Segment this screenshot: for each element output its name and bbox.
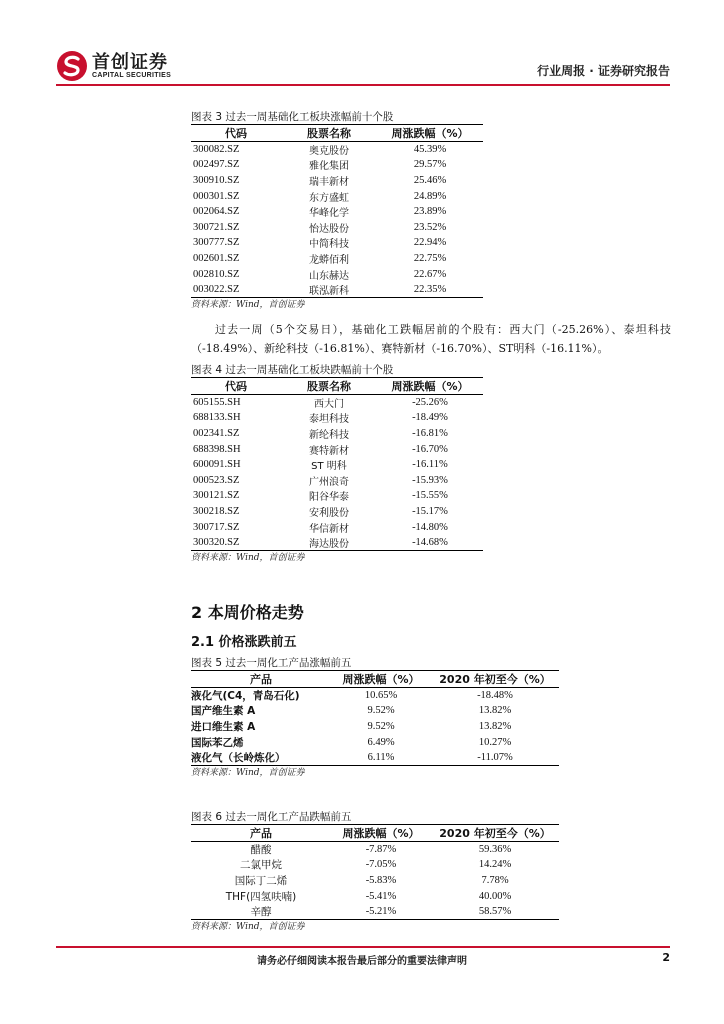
ytd-change: -11.07% — [431, 750, 559, 766]
column-header: 周涨跌幅（%） — [377, 378, 483, 395]
stock-code: 002064.SZ — [193, 206, 240, 218]
weekly-change: 23.89% — [413, 206, 447, 218]
weekly-change: -7.87% — [365, 844, 397, 856]
column-header: 产品 — [191, 825, 331, 842]
ytd-change: 7.78% — [481, 874, 509, 886]
stock-code: 300910.SZ — [193, 174, 240, 186]
table6-source: 资料来源：Wind，首创证券 — [191, 921, 305, 932]
product-name: 二氯甲烷 — [240, 859, 282, 872]
company-logo — [56, 50, 171, 82]
stock-name: 中简科技 — [309, 239, 349, 251]
table3-caption: 图表 3 过去一周基础化工板块涨幅前十个股 — [191, 111, 394, 123]
stock-code: 002497.SZ — [193, 159, 240, 171]
stock-code: 300082.SZ — [193, 144, 240, 156]
weekly-change: -15.93% — [412, 474, 448, 486]
weekly-change: -5.41% — [365, 890, 397, 902]
stock-code: 300777.SZ — [193, 237, 240, 249]
column-header: 2020 年初至今（%） — [431, 825, 559, 842]
table5-source: 资料来源：Wind，首创证券 — [191, 767, 305, 778]
table-row — [191, 251, 483, 267]
weekly-change: -14.80% — [412, 521, 448, 533]
stock-name: 西大门 — [314, 399, 344, 411]
column-header: 产品 — [191, 671, 331, 688]
table4 — [191, 377, 483, 551]
body-paragraph: 过去一周（5个交易日），基础化工跌幅居前的个股有：西大门（-25.26%）、泰坦科技（-18.49%）、新纶科技（-16.81%）、赛特新材（-16.70%）、ST明科（-16.11%）。 — [191, 323, 671, 355]
stock-code: 002341.SZ — [193, 427, 240, 439]
weekly-change: 9.52% — [367, 705, 395, 717]
weekly-change: 45.39% — [413, 144, 447, 156]
stock-name: 联泓新科 — [281, 282, 377, 298]
product-name: 进口维生素 A — [191, 720, 256, 733]
table3-block — [191, 110, 483, 312]
ytd-change: 40.00% — [478, 890, 512, 902]
weekly-change: -25.26% — [412, 397, 448, 409]
weekly-change: 23.52% — [413, 221, 447, 233]
stock-code: 002601.SZ — [193, 252, 240, 264]
table-header-row — [191, 378, 483, 395]
header-divider — [56, 84, 670, 86]
weekly-change: 29.57% — [413, 159, 447, 171]
logo-english-name: CAPITAL SECURITIES — [92, 71, 172, 79]
ytd-change: 10.27% — [478, 736, 512, 748]
weekly-change: 24.89% — [413, 190, 447, 202]
stock-code: 003022.SZ — [191, 282, 281, 298]
column-header: 2020 年初至今（%） — [431, 671, 559, 688]
table-row — [191, 734, 559, 750]
table-row — [191, 904, 559, 920]
weekly-change: -14.68% — [377, 535, 483, 551]
stock-code: 300121.SZ — [193, 490, 240, 502]
table-row — [191, 457, 483, 473]
stock-name: 泰坦科技 — [309, 414, 349, 426]
table3 — [191, 124, 483, 298]
table-header-row — [191, 125, 483, 142]
weekly-change: 9.52% — [367, 720, 395, 732]
table-header-row — [191, 671, 559, 688]
ytd-change: 59.36% — [478, 844, 512, 856]
table-row — [191, 219, 483, 235]
stock-code: 688133.SH — [193, 412, 241, 424]
stock-name: 新纶科技 — [309, 429, 349, 441]
table-row — [191, 719, 559, 735]
stock-name: 东方盛虹 — [309, 192, 349, 204]
table-row — [191, 750, 559, 766]
product-name: 国际丁二烯 — [234, 874, 288, 887]
product-name: 国产维生素 A — [191, 705, 256, 718]
table-header-row — [191, 825, 559, 842]
weekly-change: -16.81% — [412, 427, 448, 439]
product-name: 醋酸 — [250, 844, 272, 857]
table-row — [191, 282, 483, 298]
stock-name: 赛特新材 — [309, 445, 349, 457]
table-row — [191, 688, 559, 704]
column-header: 周涨跌幅（%） — [377, 125, 483, 142]
table-row — [191, 504, 483, 520]
stock-name: 华信新材 — [309, 523, 349, 535]
table6-caption: 图表 6 过去一周化工产品跌幅前五 — [191, 811, 352, 823]
report-type-label: 行业周报 · 证券研究报告 — [537, 64, 670, 78]
table-row — [191, 395, 483, 411]
table-row — [191, 472, 483, 488]
table-row — [191, 410, 483, 426]
stock-code: 300721.SZ — [193, 221, 240, 233]
weekly-change: 22.94% — [413, 237, 447, 249]
table-row — [191, 157, 483, 173]
stock-name: ST 明科 — [311, 461, 347, 473]
stock-code: 688398.SH — [193, 443, 241, 455]
product-name: THF(四氢呋喃) — [225, 890, 297, 903]
weekly-change: -18.49% — [412, 412, 448, 424]
stock-code: 605155.SH — [193, 397, 241, 409]
section-heading: 2 本周价格走势 — [191, 603, 304, 622]
table-row — [191, 441, 483, 457]
table6-block — [191, 810, 559, 934]
table-row — [191, 235, 483, 251]
table4-caption: 图表 4 过去一周基础化工板块跌幅前十个股 — [191, 364, 394, 376]
capital-securities-logo-icon — [56, 50, 88, 82]
table6 — [191, 824, 559, 920]
column-header: 代码 — [191, 378, 281, 395]
column-header: 股票名称 — [281, 378, 377, 395]
ytd-change: 13.82% — [478, 705, 512, 717]
column-header: 周涨跌幅（%） — [331, 671, 431, 688]
stock-code: 002810.SZ — [193, 268, 240, 280]
table4-source: 资料来源：Wind，首创证券 — [191, 552, 305, 563]
stock-name: 阳谷华泰 — [309, 492, 349, 504]
weekly-change: -7.05% — [365, 859, 397, 871]
weekly-change: 22.35% — [377, 282, 483, 298]
stock-name: 广州浪奇 — [309, 476, 349, 488]
ytd-change: 58.57% — [431, 904, 559, 920]
table3-source: 资料来源：Wind，首创证券 — [191, 299, 305, 310]
stock-code: 000523.SZ — [193, 474, 240, 486]
weekly-change: -5.21% — [331, 904, 431, 920]
weekly-change: -15.55% — [412, 490, 448, 502]
stock-name: 奥克股份 — [309, 146, 349, 158]
column-header: 股票名称 — [281, 125, 377, 142]
page-header — [56, 50, 670, 86]
stock-name: 海达股份 — [281, 535, 377, 551]
table-row — [191, 142, 483, 158]
column-header: 周涨跌幅（%） — [331, 825, 431, 842]
table5-caption: 图表 5 过去一周化工产品涨幅前五 — [191, 657, 352, 669]
table-row — [191, 857, 559, 873]
table-row — [191, 204, 483, 220]
weekly-change: -15.17% — [412, 505, 448, 517]
table-row — [191, 488, 483, 504]
weekly-change: 22.75% — [413, 252, 447, 264]
weekly-change: -16.70% — [412, 443, 448, 455]
table-row — [191, 535, 483, 551]
ytd-change: 14.24% — [478, 859, 512, 871]
product-name: 辛醇 — [191, 904, 331, 920]
stock-code: 600091.SH — [193, 459, 241, 471]
footer-divider — [56, 946, 670, 948]
product-name: 国际苯乙烯 — [191, 736, 244, 749]
table-row — [191, 188, 483, 204]
table-row — [191, 842, 559, 858]
ytd-change: -18.48% — [477, 690, 513, 702]
product-name: 液化气(C4，青岛石化) — [191, 690, 300, 703]
weekly-change: 6.49% — [367, 736, 395, 748]
product-name: 液化气（长岭炼化） — [191, 750, 331, 766]
stock-code: 300218.SZ — [193, 505, 240, 517]
weekly-change: -5.83% — [365, 874, 397, 886]
stock-name: 瑞丰新材 — [309, 176, 349, 188]
page-number: 2 — [662, 951, 670, 964]
stock-name: 龙蟒佰利 — [309, 254, 349, 266]
stock-name: 华峰化学 — [309, 208, 349, 220]
weekly-change: 6.11% — [331, 750, 431, 766]
weekly-change: 22.67% — [413, 268, 447, 280]
logo-chinese-name: 首创证券 — [92, 51, 168, 73]
stock-code: 300717.SZ — [193, 521, 240, 533]
weekly-change: -16.11% — [412, 459, 448, 471]
table-row — [191, 888, 559, 904]
table5 — [191, 670, 559, 766]
stock-name: 雅化集团 — [309, 161, 349, 173]
column-header: 代码 — [191, 125, 281, 142]
weekly-change: 10.65% — [364, 690, 398, 702]
weekly-change: 25.46% — [413, 174, 447, 186]
stock-name: 山东赫达 — [309, 270, 349, 282]
table-row — [191, 426, 483, 442]
stock-code: 300320.SZ — [191, 535, 281, 551]
ytd-change: 13.82% — [478, 720, 512, 732]
table4-block — [191, 363, 483, 565]
stock-name: 安利股份 — [309, 507, 349, 519]
table-row — [191, 519, 483, 535]
subsection-heading: 2.1 价格涨跌前五 — [191, 635, 297, 650]
stock-name: 怡达股份 — [309, 223, 349, 235]
stock-code: 000301.SZ — [193, 190, 240, 202]
table-row — [191, 266, 483, 282]
table-row — [191, 873, 559, 889]
table-row — [191, 173, 483, 189]
table-row — [191, 703, 559, 719]
table5-block — [191, 656, 559, 780]
legal-notice: 请务必仔细阅读本报告最后部分的重要法律声明 — [257, 956, 467, 967]
